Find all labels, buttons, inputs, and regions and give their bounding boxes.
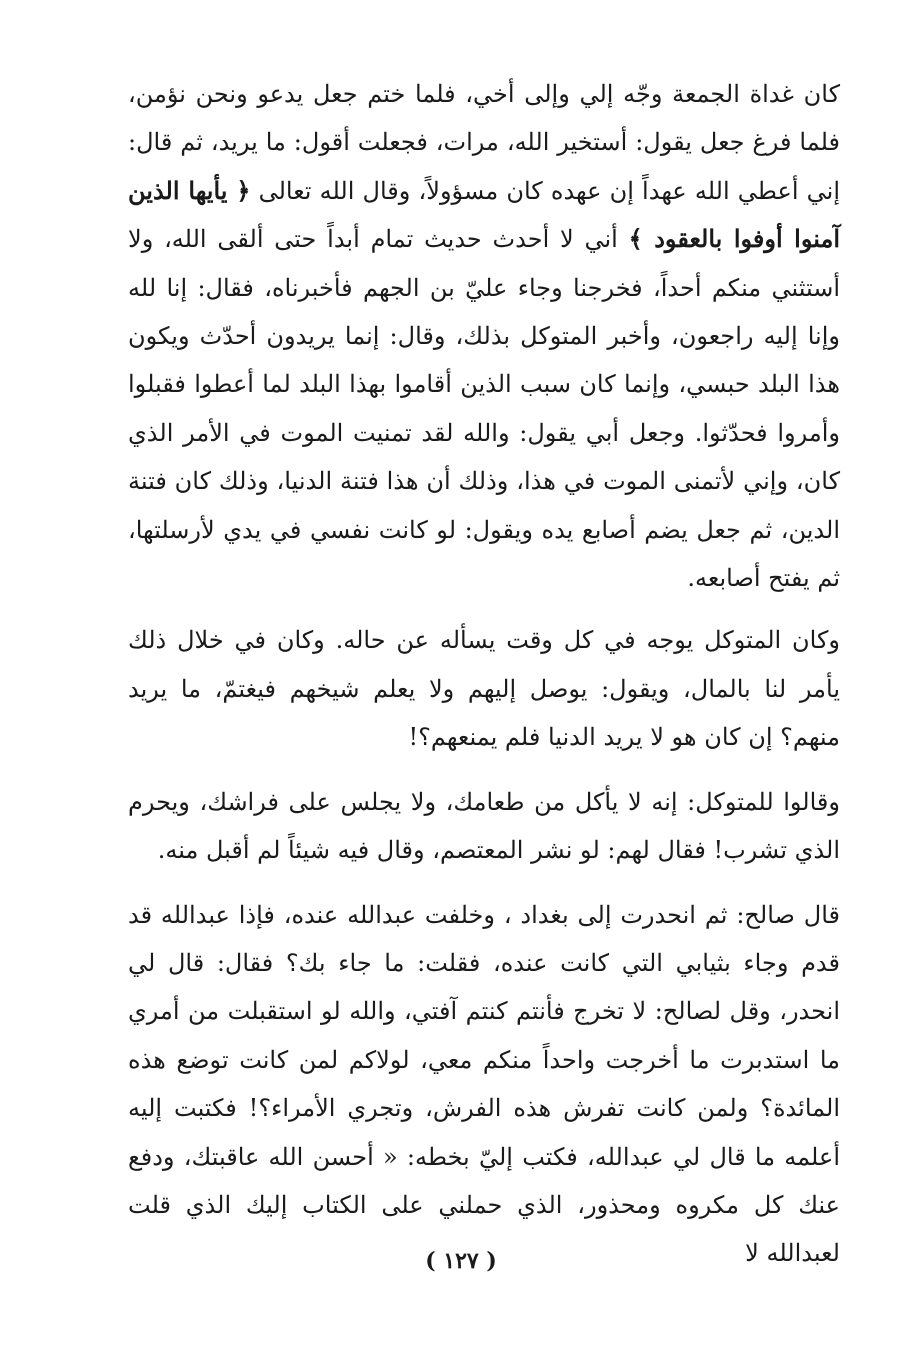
- paragraph-2: [128, 616, 840, 761]
- paragraph-1-text-a: كان غداة الجمعة وجّه إلي وإلى أخي، فلما ختم جعل يدعو ونحن نؤمن، فلما فرغ جعل يقول: أستخير الله، مرات، فجعلت أقول: ما يريد، ثم قال: إني أعطي الله عهداً إن عهده كان مسؤولاً، وقال الله تعالى: [128, 80, 840, 205]
- paragraph-1-text-b: أني لا أحدث حديث تمام أبداً حتى ألقى الله، ولا أستثني منكم أحداً، فخرجنا وجاء عليّ بن الجهم فأخبرناه، فقال: إنا لله وإنا إليه راجعون، وأخبر المتوكل بذلك، وقال: إنما يريدون أحدّث ويكون هذا البلد حبسي، وإنما كان سبب الذين أقاموا بهذا البلد لما أعطوا فقبلوا وأمروا فحدّثوا. وجعل أبي يقول: والله لقد تمنيت الموت في الأمر الذي كان، وإني لأتمنى الموت في هذا، وذلك أن هذا فتنة الدنيا، وذلك كان فتنة الدين، ثم جعل يضم أصابع يده ويقول: لو كانت نفسي في يدي لأرسلتها، ثم يفتح أصابعه.: [128, 225, 841, 593]
- paragraph-2-text: وكان المتوكل يوجه في كل وقت يسأله عن حاله. وكان في خلال ذلك يأمر لنا بالمال، ويقول: يوصل إليهم ولا يعلم شيخهم فيغتمّ، ما يريد منهم؟ إن كان هو لا يريد الدنيا فلم يمنعهم؟!: [128, 626, 840, 752]
- paragraph-3-text: وقالوا للمتوكل: إنه لا يأكل من طعامك، ولا يجلس على فراشك، ويحرم الذي تشرب! فقال لهم: لو نشر المعتصم، وقال فيه شيئاً لم أقبل منه.: [128, 787, 840, 865]
- paragraph-4-text: قال صالح: ثم انحدرت إلى بغداد ، وخلفت عبدالله عنده، فإذا عبدالله قد قدم وجاء بثيابي التي كانت عنده، فقلت: ما جاء بك؟ فقال: قال لي انحدر، وقل لصالح: لا تخرج فأنتم كنتم آفتي، والله لو استقبلت من أمري ما استدبرت ما أخرجت واحداً منكم معي، لولاكم لمن كانت توضع هذه المائدة؟ ولمن كانت تفرش هذه الفرش، وتجري الأمراء؟! فكتبت إليه أعلمه ما قال لي عبدالله، فكتب إليّ بخطه: « أحسن الله عاقبتك، ودفع عنك كل مكروه ومحذور، الذي حملني على الكتاب إليك الذي قلت لعبدالله لا: [128, 900, 840, 1268]
- page-body: [128, 70, 840, 1294]
- page-number: ( ١٢٧ ): [425, 1248, 497, 1274]
- paragraph-3: [128, 778, 840, 875]
- quran-verse: ﴿ يأيها الذين آمنوا أوفوا بالعقود ﴾: [128, 175, 840, 254]
- paragraph-1: [128, 70, 840, 602]
- paragraph-4: [128, 891, 840, 1278]
